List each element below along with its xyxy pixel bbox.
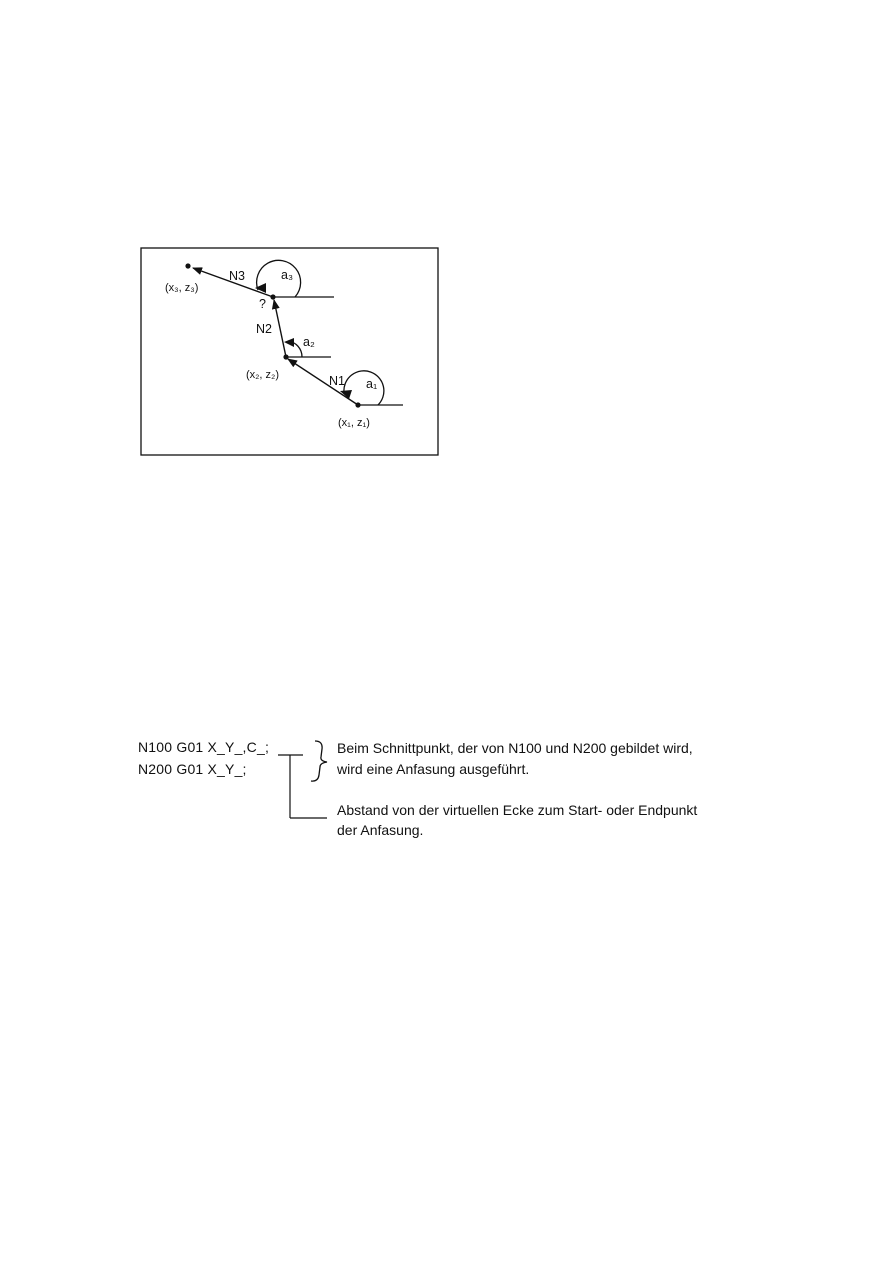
pointer-note-line2: der Anfasung. (337, 822, 424, 838)
label-point-1: (x₁, z₁) (338, 417, 370, 429)
angle-arrowhead-a2 (284, 338, 294, 347)
brace-note-line2: wird eine Anfasung ausgeführt. (337, 761, 530, 777)
program-line-n100: N100 G01 X_Y_,C_; (138, 739, 270, 755)
label-point-2: (x₂, z₂) (246, 369, 279, 381)
label-n1: N1 (329, 374, 345, 388)
label-a3: a₃ (281, 268, 294, 282)
label-point-3: (x₃, z₃) (165, 282, 199, 294)
label-n2: N2 (256, 322, 272, 336)
pointer-note-line1: Abstand von der virtuellen Ecke zum Start- oder Endpunkt (337, 802, 698, 818)
point-3 (270, 294, 275, 299)
point-2 (283, 354, 288, 359)
point-4 (185, 263, 190, 268)
label-unknown: ? (259, 297, 266, 311)
brace-note-line1: Beim Schnittpunkt, der von N100 und N200 gebildet wird, (337, 740, 693, 756)
label-a2: a₂ (303, 335, 315, 349)
segment-n1 (288, 359, 358, 405)
point-1 (355, 402, 360, 407)
segment-n2 (274, 300, 286, 357)
label-n3: N3 (229, 269, 245, 283)
program-line-n200: N200 G01 X_Y_; (138, 761, 247, 777)
curly-brace (311, 741, 327, 781)
label-a1: a₁ (366, 377, 378, 391)
